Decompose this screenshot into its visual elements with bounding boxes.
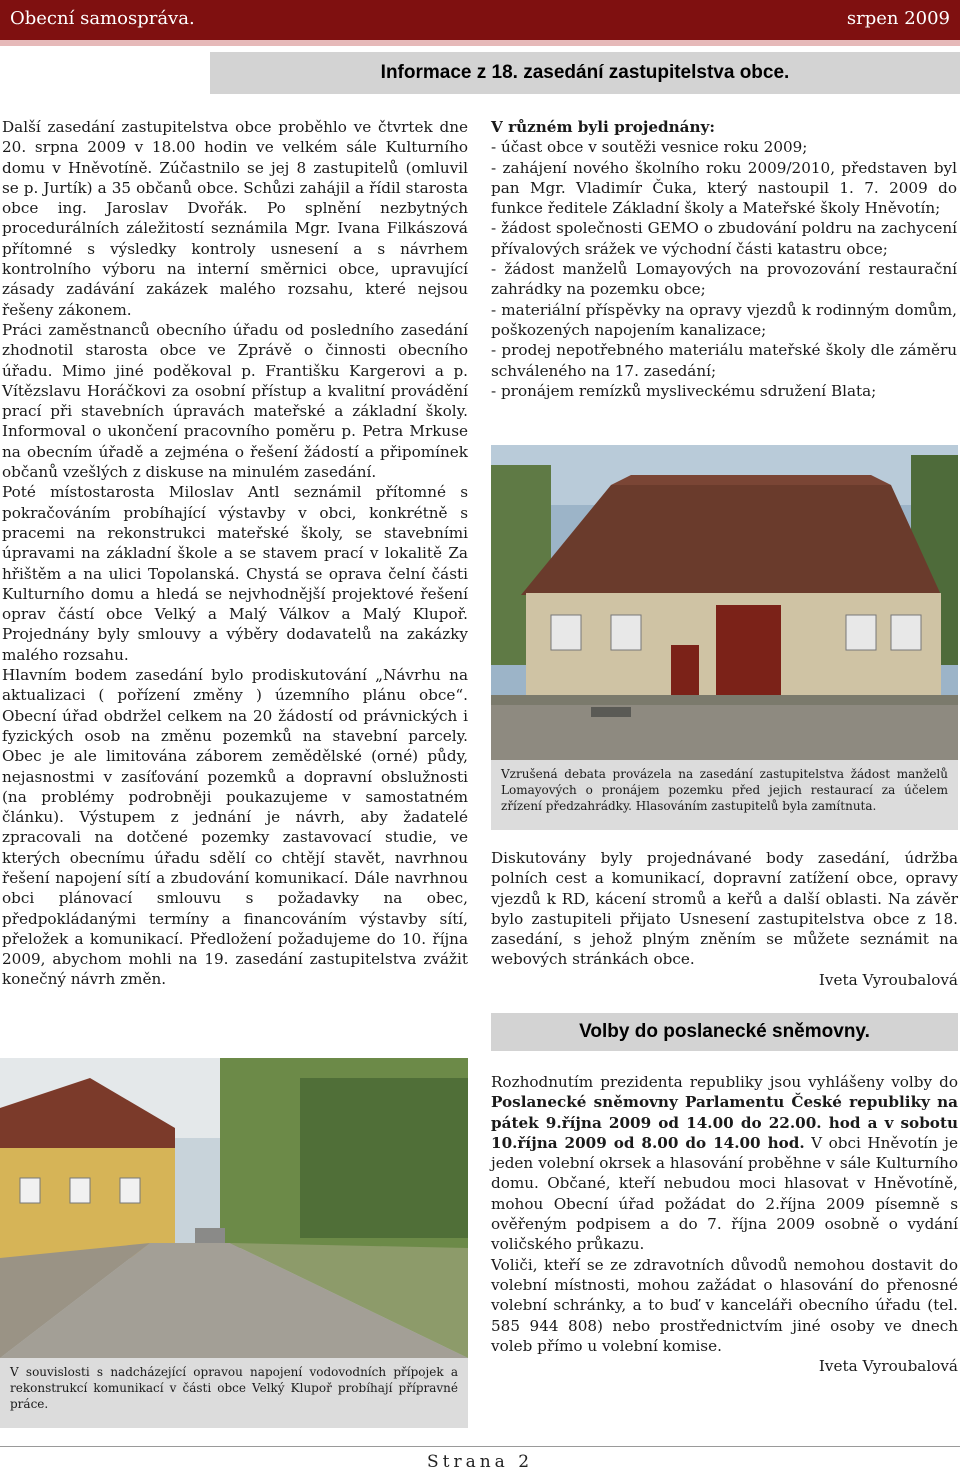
house-photo-caption: Vzrušená debata provázela na zasedání zastupitelstva žádost manželů Lomayových o pronájem pozemku před jejich restaurací za účelem zřízení předzahrádky. Hlasováním zastupitelů byla zamítnuta. [491,760,958,830]
section-name: Obecní samospráva. [10,8,195,29]
left-column [2,117,468,990]
right-column [491,117,957,401]
paragraph-zoning: Hlavním bodem zasedání bylo prodiskutování „Návrhu na aktualizaci ( pořízení změny ) územního plánu obce“. Obecní úřad obdržel celkem na 20 žádostí od právnických i fyzických osob na změnu pozemků na stavební parcely. Obec je ale limitována záborem zemědělské (orné) půdy, nejasnostmi v zasíťování pozemků a dopravní obslužnosti (na problémy podrobněji poukazujeme v samostatném článku). Výstupem z jednání je návrh, aby žadatelé zpracovali na dotčené pozemky zastavovací studie, ve kterých obecnímu úřadu sdělí co chtějí stavět, navrhnou řešení napojení sítí a zbudování komunikací. Dále navrhnou obci plánovací smlouvu s požadavky na obec, předpokládanými termíny a financováním výstavby sítí, přeložek a komunikací. Předložení požadujeme do 10. října 2009, abychom mohli na 19. zasedání zastupitelstva zvážit konečný návrh změn. [2,666,468,989]
street-photo-caption: V souvislosti s nadcházející opravou napojení vodovodních přípojek a rekonstrukcí komunikací v části obce Velký Klupoř probíhají přípravné práce. [0,1358,468,1428]
house-illustration [491,445,958,760]
article-title-banner [210,52,960,94]
street-illustration [0,1058,468,1358]
list-item: - pronájem remízků mysliveckému sdružení Blata; [491,381,877,400]
house-photo [491,445,958,760]
page-number: Strana 2 [426,1452,534,1472]
elections-paragraph [491,1072,958,1255]
footer-divider [0,1446,960,1447]
discussion-text: Diskutovány byly projednávané body zasedání, údržba polních cest a komunikací, dopravní zatížení obce, opravy vjezdů k RD, kácení stromů a keřů a další oblasti. Na závěr bylo zastupiteli přijato Usnesení zastupitelstva obce z 18. zasedání, s jehož plným zněním se můžete seznámit na webových stránkách obce. [491,849,958,969]
elections-details: V obci Hněvotín je jeden volební okrsek a hlasování proběhne v sále Kulturního domu. Občané, kteří nebudou moci hlasovat v Hněvotíně, mohou Obecní úřad požádat do 2.října 2009 písemně s ověřeným podpisem a do 7. října 2009 osobně o vydání voličského průkazu. [491,1133,958,1254]
list-item: - materiální příspěvky na opravy vjezdů k rodinným domům, poškozených napojením kanalizace; [491,300,957,339]
paragraph-intro: Další zasedání zastupitelstva obce proběhlo ve čtvrtek dne 20. srpna 2009 v 18.00 hodin ve velkém sále Kulturního domu v Hněvotíně. Zúčastnilo se jej 8 zastupitelů (omluvil se p. Jurtík) a 35 občanů obce. Schůzi zahájil a řídil starosta obce ing. Jaroslav Dvořák. Po splnění nezbytných procedurálních záležitostí seznámila Mgr. Ivana Filkászová přítomné s výsledky kontroly usnesení a s návrhem kontrolního výboru na interní směrnici obce, upravující zásady zadávání zakázek malého rozsahu, které nejsou řešeny zákonem. [2,118,468,319]
header-divider [0,40,960,46]
list-item: - prodej nepotřebného materiálu mateřské školy dle záměru schváleného na 17. zasedání; [491,341,957,380]
elections-paragraph-2: Voliči, kteří se ze zdravotních důvodů nemohou dostavit do volební místnosti, mohou zažádat o hlasování do přenosné volební schránky, a to buď v kanceláři obecního úřadu (tel. 585 944 808) nebo prostřednictvím jiné osoby ve dnech voleb přímo u volební komise. [491,1255,958,1355]
street-photo [0,1058,468,1358]
list-item: - zahájení nového školního roku 2009/2010, představen byl pan Mgr. Vladimír Čuka, který nastoupil 1. 7. 2009 do funkce ředitele Základní školy a Mateřské školy Hněvotín; [491,158,957,218]
elections-banner [491,1013,958,1051]
issue-date: srpen 2009 [846,8,950,29]
paragraph-staff: Práci zaměstnanců obecního úřadu od posledního zasedání zhodnotil starosta obce ve Zprávě o činnosti obecního úřadu. Mimo jiné poděkoval p. Františku Kargerovi a p. Vítězslavu Horáčkovi za osobní přístup a kvalitní provádění prací při stavebních úpravách mateřské a základní školy. Informoval o ukončení pracovního poměru p. Petra Mrkuse na obecním úřadě a zejména o řešení žádostí a připomínek občanů vzešlých z diskuse na minulém zasedání. [2,320,468,482]
author-signature: Iveta Vyroubalová [818,1357,958,1376]
article-title: Informace z 18. zasedání zastupitelstva obce. [380,62,790,83]
page-header [0,0,960,40]
discussion-block [491,848,958,990]
various-heading: V různém byli projednány: [491,118,715,136]
paragraph-construction: Poté místostarosta Miloslav Antl seznámil přítomné s pokračováním probíhající výstavby v obci, konkrétně s pracemi na rekonstrukci mateřské školy, se stavebními úpravami na základní škole a se stavem prací v lokalitě Za hřištěm a na ulici Topolanská. Chystá se oprava čelní části Kulturního domu a hledá se nejvhodnější projektové řešení oprav částí obce Velký a Malý Válkov a Malý Klupoř. Projednány byly smlouvy a výběry dodavatelů na zakázky malého rozsahu. [2,483,468,664]
elections-title: Volby do poslanecké sněmovny. [579,1021,870,1042]
author-signature: Iveta Vyroubalová [818,970,958,989]
elections-intro: Rozhodnutím prezidenta republiky jsou vyhlášeny volby do [491,1073,958,1091]
various-list [491,137,957,401]
list-item: - účast obce v soutěži vesnice roku 2009; [491,138,808,157]
list-item: - žádost společnosti GEMO o zbudování poldru na zachycení přívalových srážek ve východní části katastru obce; [491,219,957,258]
list-item: - žádost manželů Lomayových na provozování restaurační zahrádky na pozemku obce; [491,260,957,299]
elections-block [491,1072,958,1376]
elections-dates: Poslanecké sněmovny Parlamentu České republiky na pátek 9.října 2009 od 14.00 do 22.00. hod a v sobotu 10.října 2009 od 8.00 do 14.00 hod. [491,1093,958,1152]
